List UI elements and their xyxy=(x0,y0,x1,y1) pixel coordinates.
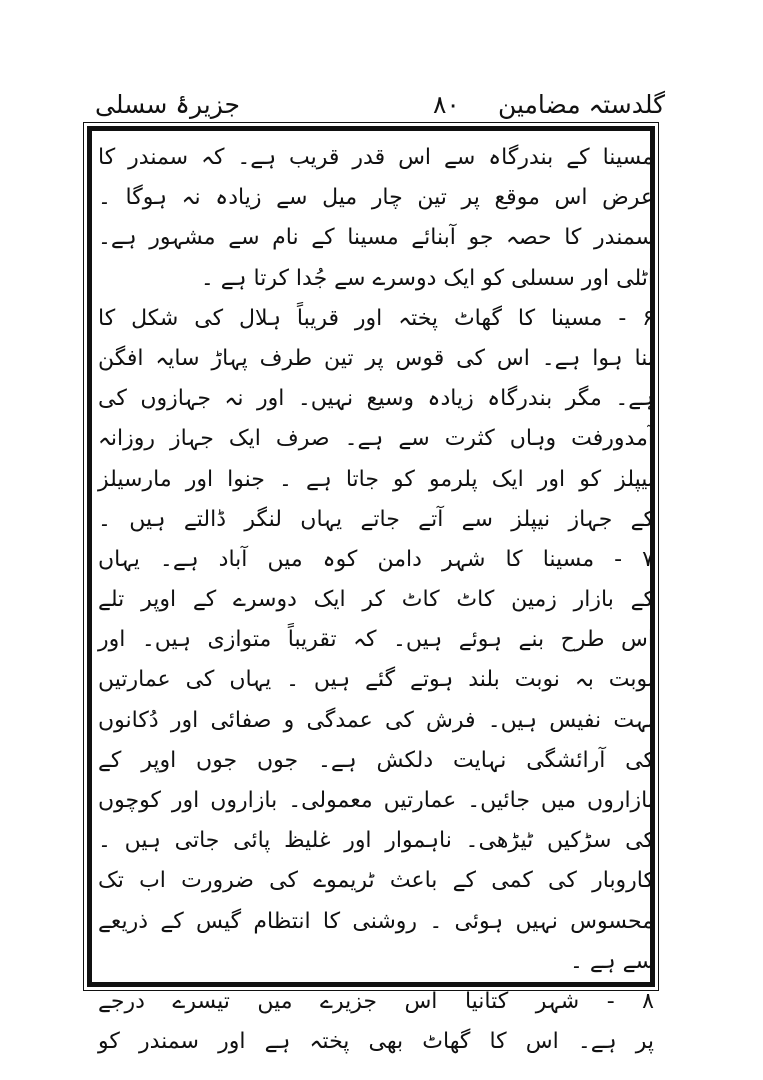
text-line: بازاروں میں جائیں۔ عمارتیں معمولی۔ بازاروں اور کوچوں xyxy=(98,788,654,813)
text-line: ۷ - مسینا کا شہر دامن کوہ میں آباد ہے۔ یہاں xyxy=(98,546,654,572)
text-line: کے بازار زمین کاٹ کاٹ کر ایک دوسرے کے اوپر تلے xyxy=(98,587,654,613)
text-line: محسوس نہیں ہوئی ۔ روشنی کا انتظام گیس کے ذریعے xyxy=(98,908,654,934)
text-line: عرض اس موقع پر تین چار میل سے زیادہ نہ ہوگا ۔ xyxy=(98,185,654,211)
text-line: کی آرائشگی نہایت دلکش ہے۔ جوں جوں اوپر کے xyxy=(98,747,654,773)
page-number: ۸۰ xyxy=(433,90,460,119)
text-line: کی سڑکیں ٹیڑھی۔ ناہموار اور غلیظ پائی جاتی ہیں ۔ xyxy=(98,828,654,854)
text-line: بہت نفیس ہیں۔ فرش کی عمدگی و صفائی اور دُکانوں xyxy=(98,707,654,733)
text-line: سمندر کا حصہ جو آبنائے مسینا کے نام سے مشہور ہے۔ xyxy=(98,225,654,251)
text-line: ۶ - مسینا کا گھاٹ پختہ اور قریباً ہلال کی شکل کا xyxy=(98,305,654,331)
text-line: اس طرح بنے ہوئے ہیں۔ کہ تقریباً متوازی ہیں۔ اور xyxy=(98,627,654,653)
body-text xyxy=(96,138,656,1062)
text-line: پر ہے۔ اس کا گھاٹ بھی پختہ ہے اور سمندر کو xyxy=(98,1029,654,1055)
text-line: سے ہے ۔ xyxy=(570,948,654,974)
text-line: مسینا کے بندرگاہ سے اس قدر قریب ہے۔ کہ سمندر کا xyxy=(98,145,654,170)
running-head xyxy=(95,88,665,122)
text-line: ۸ - شہر کتانیا اس جزیرے میں تیسرے درجے xyxy=(98,988,654,1014)
text-line: نیپلز کو اور ایک پلرمو کو جاتا ہے ۔ جنوا اور مارسیلز xyxy=(98,466,654,492)
text-line: ہے۔ مگر بندرگاہ زیادہ وسیع نہیں۔ اور نہ جہازوں کی xyxy=(98,386,654,412)
text-line: اٹلی اور سسلی کو ایک دوسرے سے جُدا کرتا ہے ۔ xyxy=(200,265,654,291)
text-line: بنا ہوا ہے۔ اس کی قوس پر تین طرف پہاڑ سایہ افگن xyxy=(98,345,654,371)
text-line: کے جہاز نیپلز سے آتے جاتے یہاں لنگر ڈالتے ہیں ۔ xyxy=(98,506,654,532)
text-line: آمدورفت وہاں کثرت سے ہے۔ صرف ایک جہاز روزانہ xyxy=(98,426,654,452)
text-line: نوبت بہ نوبت بلند ہوتے گئے ہیں ۔ یہاں کی عمارتیں xyxy=(98,667,654,693)
text-line: کاروبار کی کمی کے باعث ٹریموے کی ضرورت اب تک xyxy=(98,868,654,894)
book-title: گلدستہ مضامین xyxy=(497,90,665,119)
chapter-title: جزیرۂ سسلی xyxy=(95,90,240,119)
